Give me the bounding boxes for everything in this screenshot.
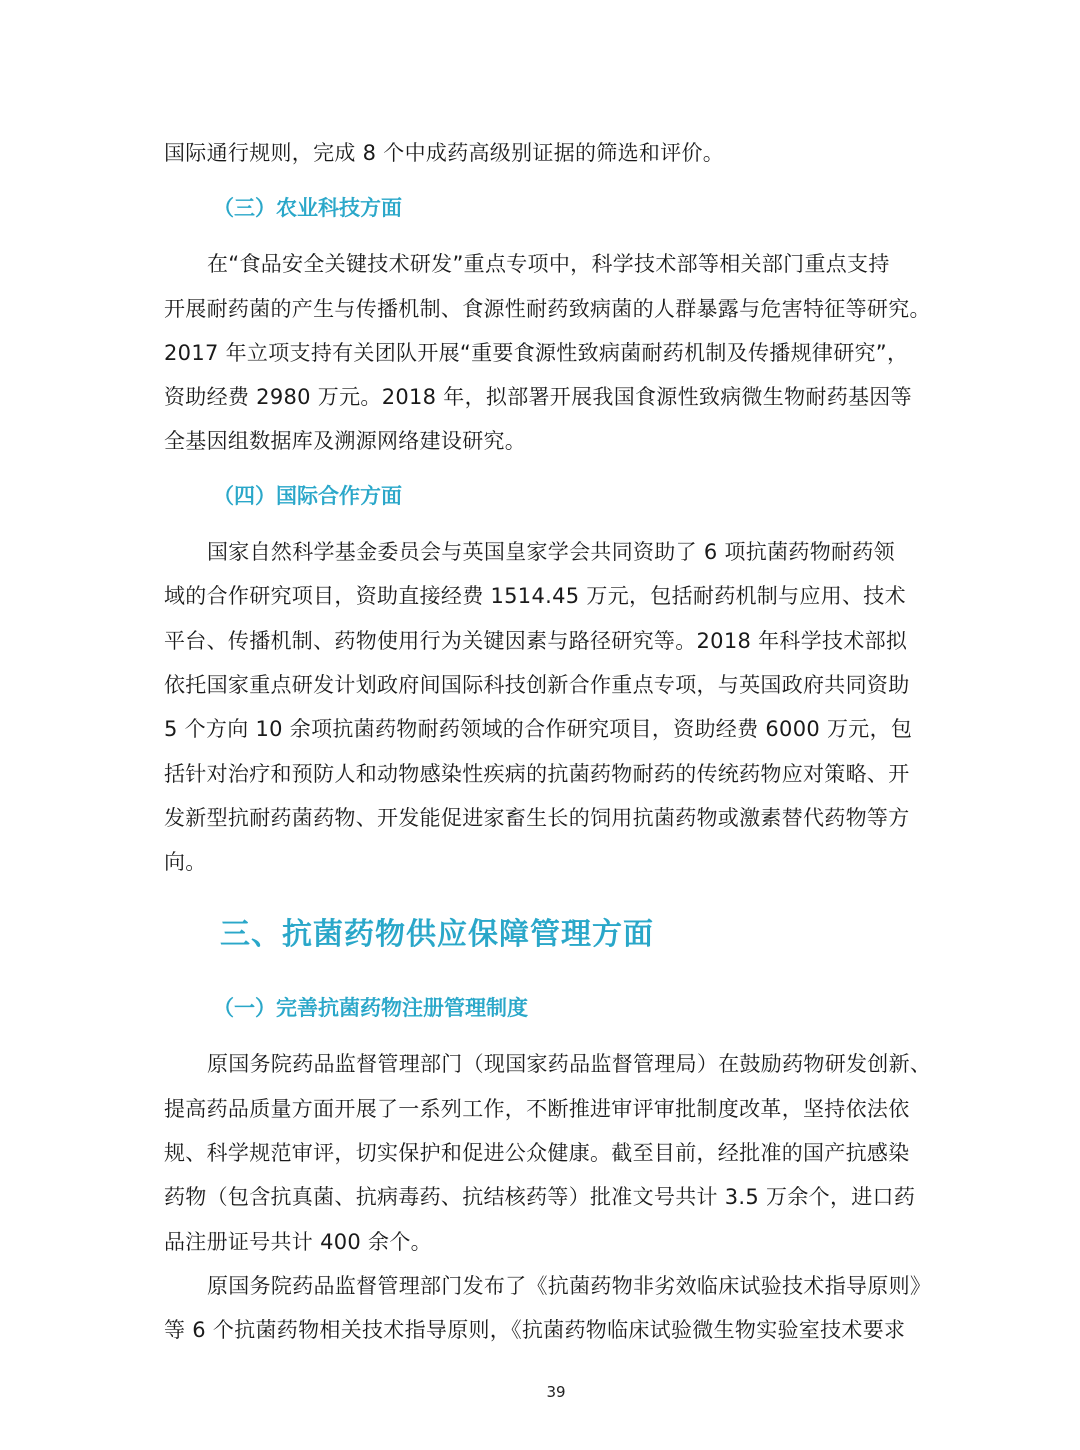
section-title: 三、抗菌药物供应保障管理方面 xyxy=(220,917,654,952)
body-text-line: 资助经费 2980 万元。2018 年，拟部署开展我国食源性致病微生物耐药基因等 xyxy=(164,385,912,409)
body-text-line: 品注册证号共计 400 余个。 xyxy=(164,1230,432,1254)
page-number: 39 xyxy=(546,1383,566,1401)
body-text-line: 等 6 个抗菌药物相关技术指导原则，《抗菌药物临床试验微生物实验室技术要求 xyxy=(164,1318,906,1342)
subsection-heading-international: （四）国际合作方面 xyxy=(213,484,402,508)
body-text-line: 开展耐药菌的产生与传播机制、食源性耐药致病菌的人群暴露与危害特征等研究。 xyxy=(164,297,931,321)
body-text-line: 依托国家重点研发计划政府间国际科技创新合作重点专项，与英国政府共同资助 xyxy=(164,673,910,697)
body-text-line: 5 个方向 10 余项抗菌药物耐药领域的合作研究项目，资助经费 6000 万元，包 xyxy=(164,717,913,741)
body-text-line: 域的合作研究项目，资助直接经费 1514.45 万元，包括耐药机制与应用、技术 xyxy=(164,584,906,608)
body-text-line: 2017 年立项支持有关团队开展“重要食源性致病菌耐药机制及传播规律研究”， xyxy=(164,341,909,365)
body-text-line: 原国务院药品监督管理部门发布了《抗菌药物非劣效临床试验技术指导原则》 xyxy=(207,1274,932,1298)
body-text-line: 括针对治疗和预防人和动物感染性疾病的抗菌药物耐药的传统药物应对策略、开 xyxy=(164,762,910,786)
subsection-heading-registration: （一）完善抗菌药物注册管理制度 xyxy=(213,996,528,1020)
body-text-line: 向。 xyxy=(164,850,207,874)
body-text-line: 在“食品安全关键技术研发”重点专项中，科学技术部等相关部门重点支持 xyxy=(207,252,890,276)
body-text-line: 国际通行规则，完成 8 个中成药高级别证据的筛选和评价。 xyxy=(164,141,725,165)
body-text-line: 规、科学规范审评，切实保护和促进公众健康。截至目前，经批准的国产抗感染 xyxy=(164,1141,910,1165)
body-text-line: 原国务院药品监督管理部门（现国家药品监督管理局）在鼓励药物研发创新、 xyxy=(207,1052,932,1076)
body-text-line: 提高药品质量方面开展了一系列工作，不断推进审评审批制度改革，坚持依法依 xyxy=(164,1097,910,1121)
body-text-line: 发新型抗耐药菌药物、开发能促进家畜生长的饲用抗菌药物或激素替代药物等方 xyxy=(164,806,910,830)
body-text-line: 国家自然科学基金委员会与英国皇家学会共同资助了 6 项抗菌药物耐药领 xyxy=(207,540,895,564)
body-text-line: 药物（包含抗真菌、抗病毒药、抗结核药等）批准文号共计 3.5 万余个，进口药 xyxy=(164,1185,916,1209)
body-text-line: 全基因组数据库及溯源网络建设研究。 xyxy=(164,429,527,453)
subsection-heading-agriculture: （三）农业科技方面 xyxy=(213,196,402,220)
body-text-line: 平台、传播机制、药物使用行为关键因素与路径研究等。2018 年科学技术部拟 xyxy=(164,629,908,653)
